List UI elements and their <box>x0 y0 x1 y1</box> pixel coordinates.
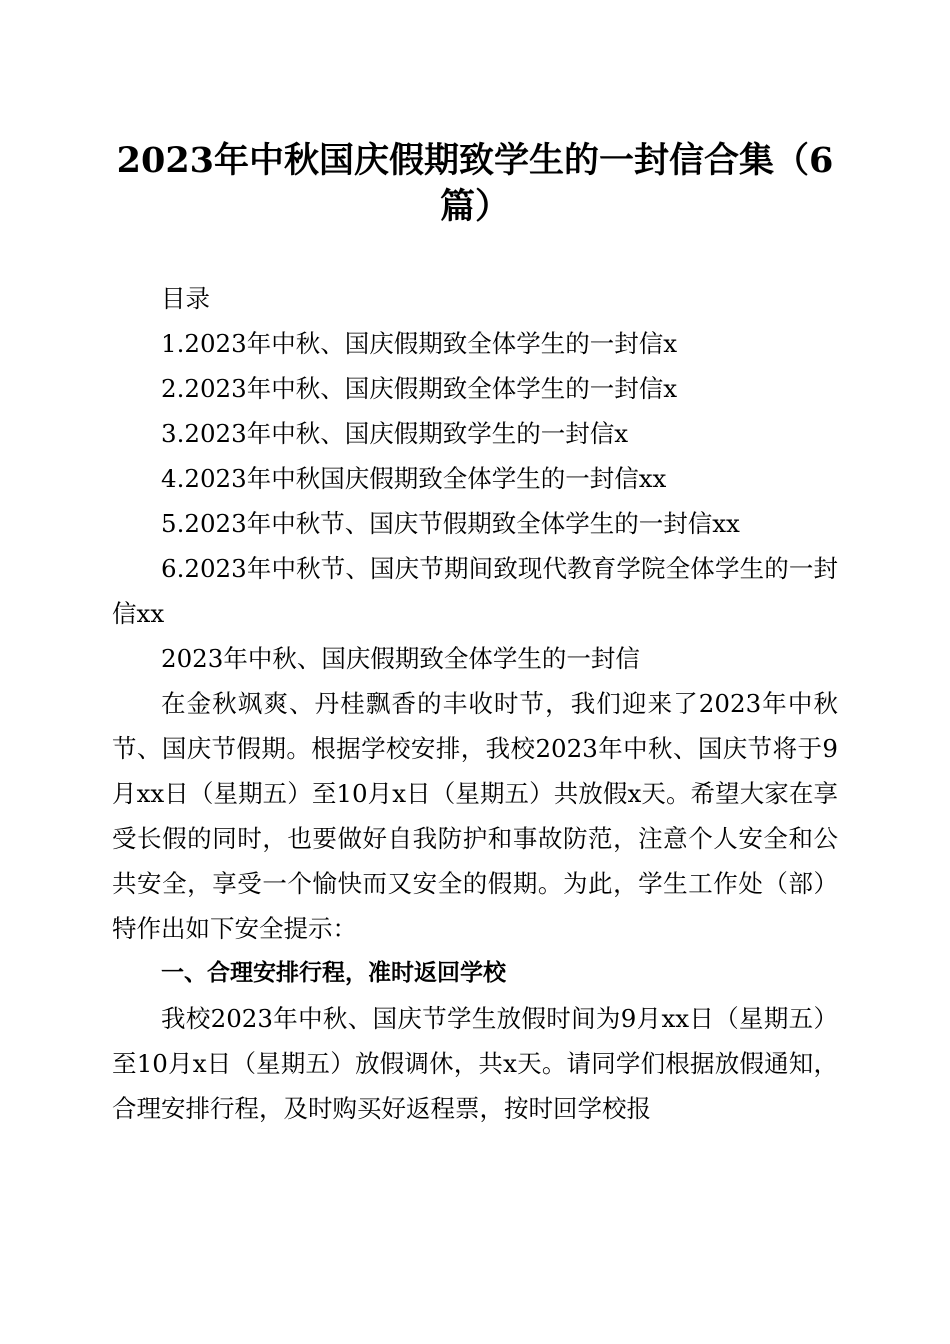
section-body: 我校2023年中秋、国庆节学生放假时间为9月xx日（星期五）至10月x日（星期五）放假调休，共x天。请同学们根据放假通知，合理安排行程，及时购买好返程票，按时回学校报 <box>112 1004 838 1123</box>
toc-item: 4.2023年中秋国庆假期致全体学生的一封信xx <box>161 464 667 493</box>
toc-item: 5.2023年中秋节、国庆节假期致全体学生的一封信xx <box>161 509 740 538</box>
toc-item: 2.2023年中秋、国庆假期致全体学生的一封信x <box>161 374 678 403</box>
toc-label: 目录 <box>161 284 210 313</box>
toc-item: 1.2023年中秋、国庆假期致全体学生的一封信x <box>161 329 678 358</box>
letter-intro: 在金秋飒爽、丹桂飘香的丰收时节，我们迎来了2023年中秋节、国庆节假期。根据学校安排，我校2023年中秋、国庆节将于9月xx日（星期五）至10月x日（星期五）共放假x天。希望大家在享受长假的同时，也要做好自我防护和事故防范，注意个人安全和公共安全，享受一个愉快而又安全的假期。为此，学生工作处（部）特作出如下安全提示： <box>112 689 838 943</box>
toc-item: 3.2023年中秋、国庆假期致学生的一封信x <box>161 419 629 448</box>
toc-item: 6.2023年中秋节、国庆节期间致现代教育学院全体学生的一封信xx <box>112 554 838 628</box>
document-title: 2023年中秋国庆假期致学生的一封信合集（6篇） <box>116 140 834 227</box>
section-heading: 一、合理安排行程，准时返回学校 <box>161 960 506 986</box>
letter-title: 2023年中秋、国庆假期致全体学生的一封信 <box>161 644 640 673</box>
document-body <box>112 276 838 1131</box>
